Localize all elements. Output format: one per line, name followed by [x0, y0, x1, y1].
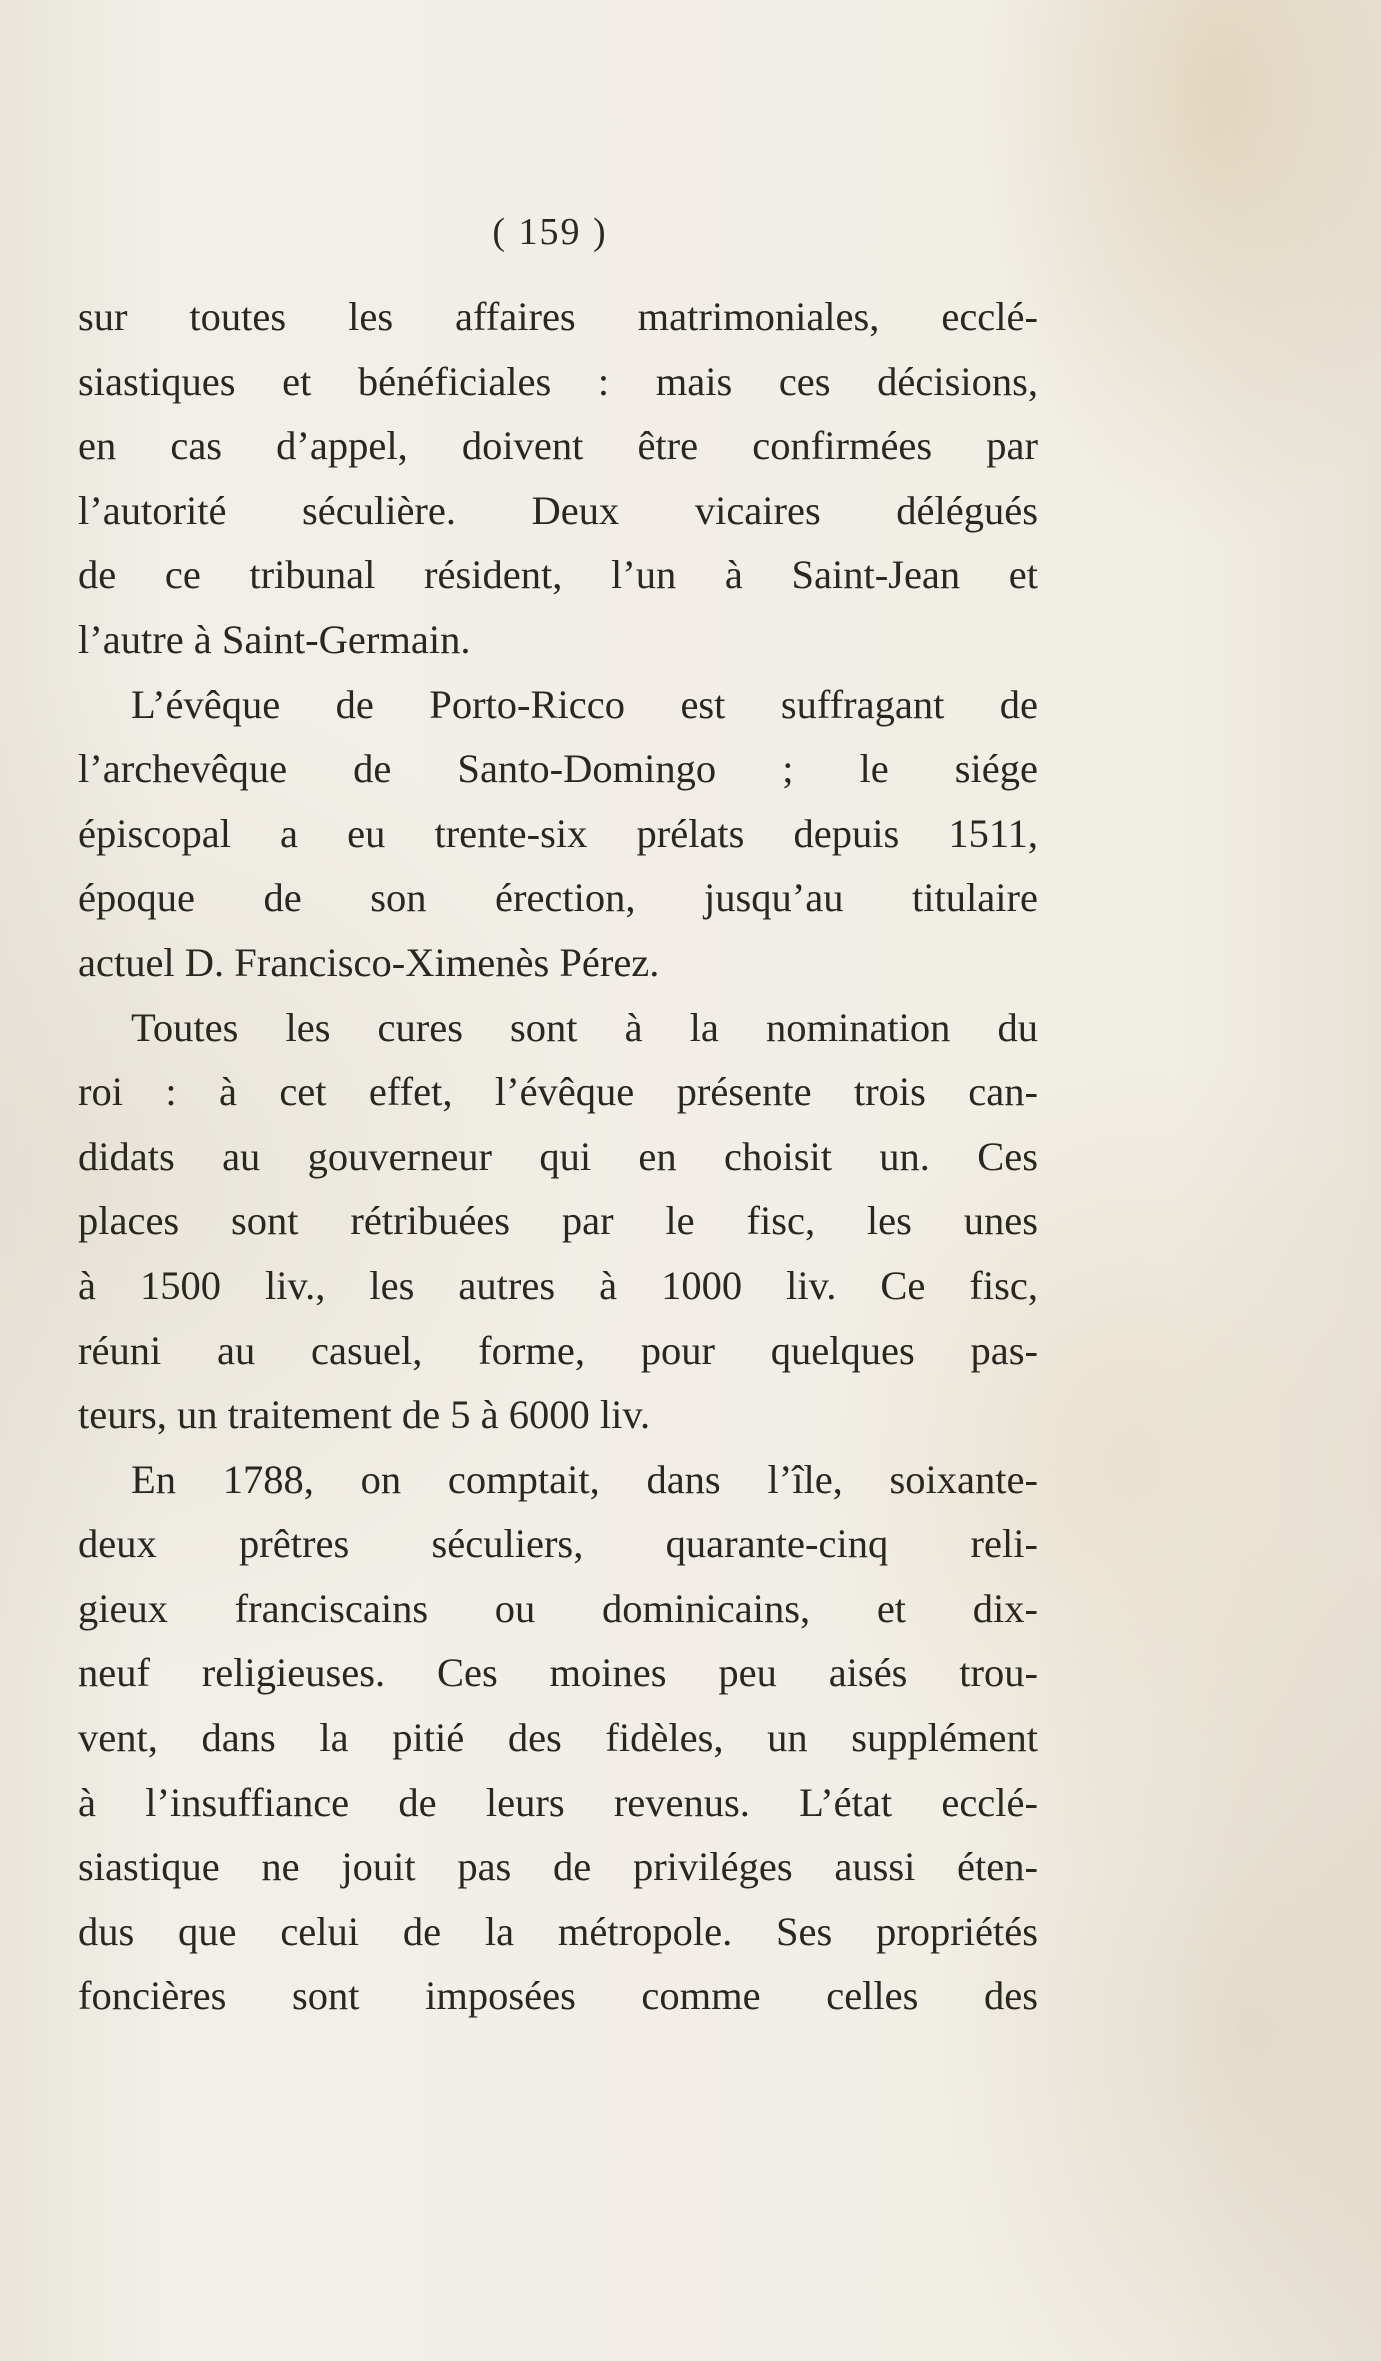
text-line: l’archevêque de Santo-Domingo ; le siége — [78, 746, 1038, 792]
text-line: à l’insuffiance de leurs revenus. L’état ecclé- — [78, 1779, 1038, 1825]
text-line: En 1788, on comptait, dans l’île, soixante- — [131, 1456, 1038, 1502]
text-line: actuel D. Francisco-Ximenès Pérez. — [78, 939, 660, 985]
text-line: dus que celui de la métropole. Ses propriétés — [78, 1908, 1038, 1954]
text-line: L’évêque de Porto-Ricco est suffragant de — [131, 681, 1038, 727]
text-line: foncières sont imposées comme celles des — [78, 1973, 1038, 2019]
page-number: ( 159 ) — [492, 211, 608, 253]
text-line: didats au gouverneur qui en choisit un. Ces — [78, 1133, 1038, 1179]
paragraph-3 — [78, 996, 1038, 1448]
text-line: sur toutes les affaires matrimoniales, ecclé- — [78, 294, 1038, 339]
paragraph-1 — [78, 285, 1038, 673]
text-line: Toutes les cures sont à la nomination du — [131, 1004, 1038, 1050]
text-line: deux prêtres séculiers, quarante-cinq reli- — [78, 1521, 1038, 1567]
text-line: l’autre à Saint-Germain. — [78, 616, 471, 662]
text-line: teurs, un traitement de 5 à 6000 liv. — [78, 1392, 651, 1438]
text-line: l’autorité séculière. Deux vicaires délégués — [78, 487, 1038, 533]
text-line: places sont rétribuées par le fisc, les unes — [78, 1198, 1038, 1244]
text-line: époque de son érection, jusqu’au titulaire — [78, 875, 1038, 921]
text-line: réuni au casuel, forme, pour quelques pas- — [78, 1327, 1038, 1373]
text-line: à 1500 liv., les autres à 1000 liv. Ce fisc, — [78, 1262, 1038, 1308]
text-line: vent, dans la pitié des fidèles, un supplément — [78, 1715, 1038, 1761]
text-line: neuf religieuses. Ces moines peu aisés trou- — [78, 1650, 1038, 1696]
paragraph-4 — [78, 1448, 1038, 2029]
text-line: épiscopal a eu trente-six prélats depuis 1511, — [78, 810, 1038, 856]
text-line: siastique ne jouit pas de priviléges aussi éten- — [78, 1844, 1038, 1890]
text-line: siastiques et bénéficiales : mais ces décisions, — [78, 358, 1038, 404]
text-line: gieux franciscains ou dominicains, et dix- — [78, 1585, 1038, 1631]
text-line: de ce tribunal résident, l’un à Saint-Jean et — [78, 552, 1038, 598]
text-line: en cas d’appel, doivent être confirmées par — [78, 423, 1038, 469]
paragraph-2 — [78, 673, 1038, 996]
text-line: roi : à cet effet, l’évêque présente trois can- — [78, 1069, 1038, 1115]
body-text — [78, 285, 1038, 2029]
